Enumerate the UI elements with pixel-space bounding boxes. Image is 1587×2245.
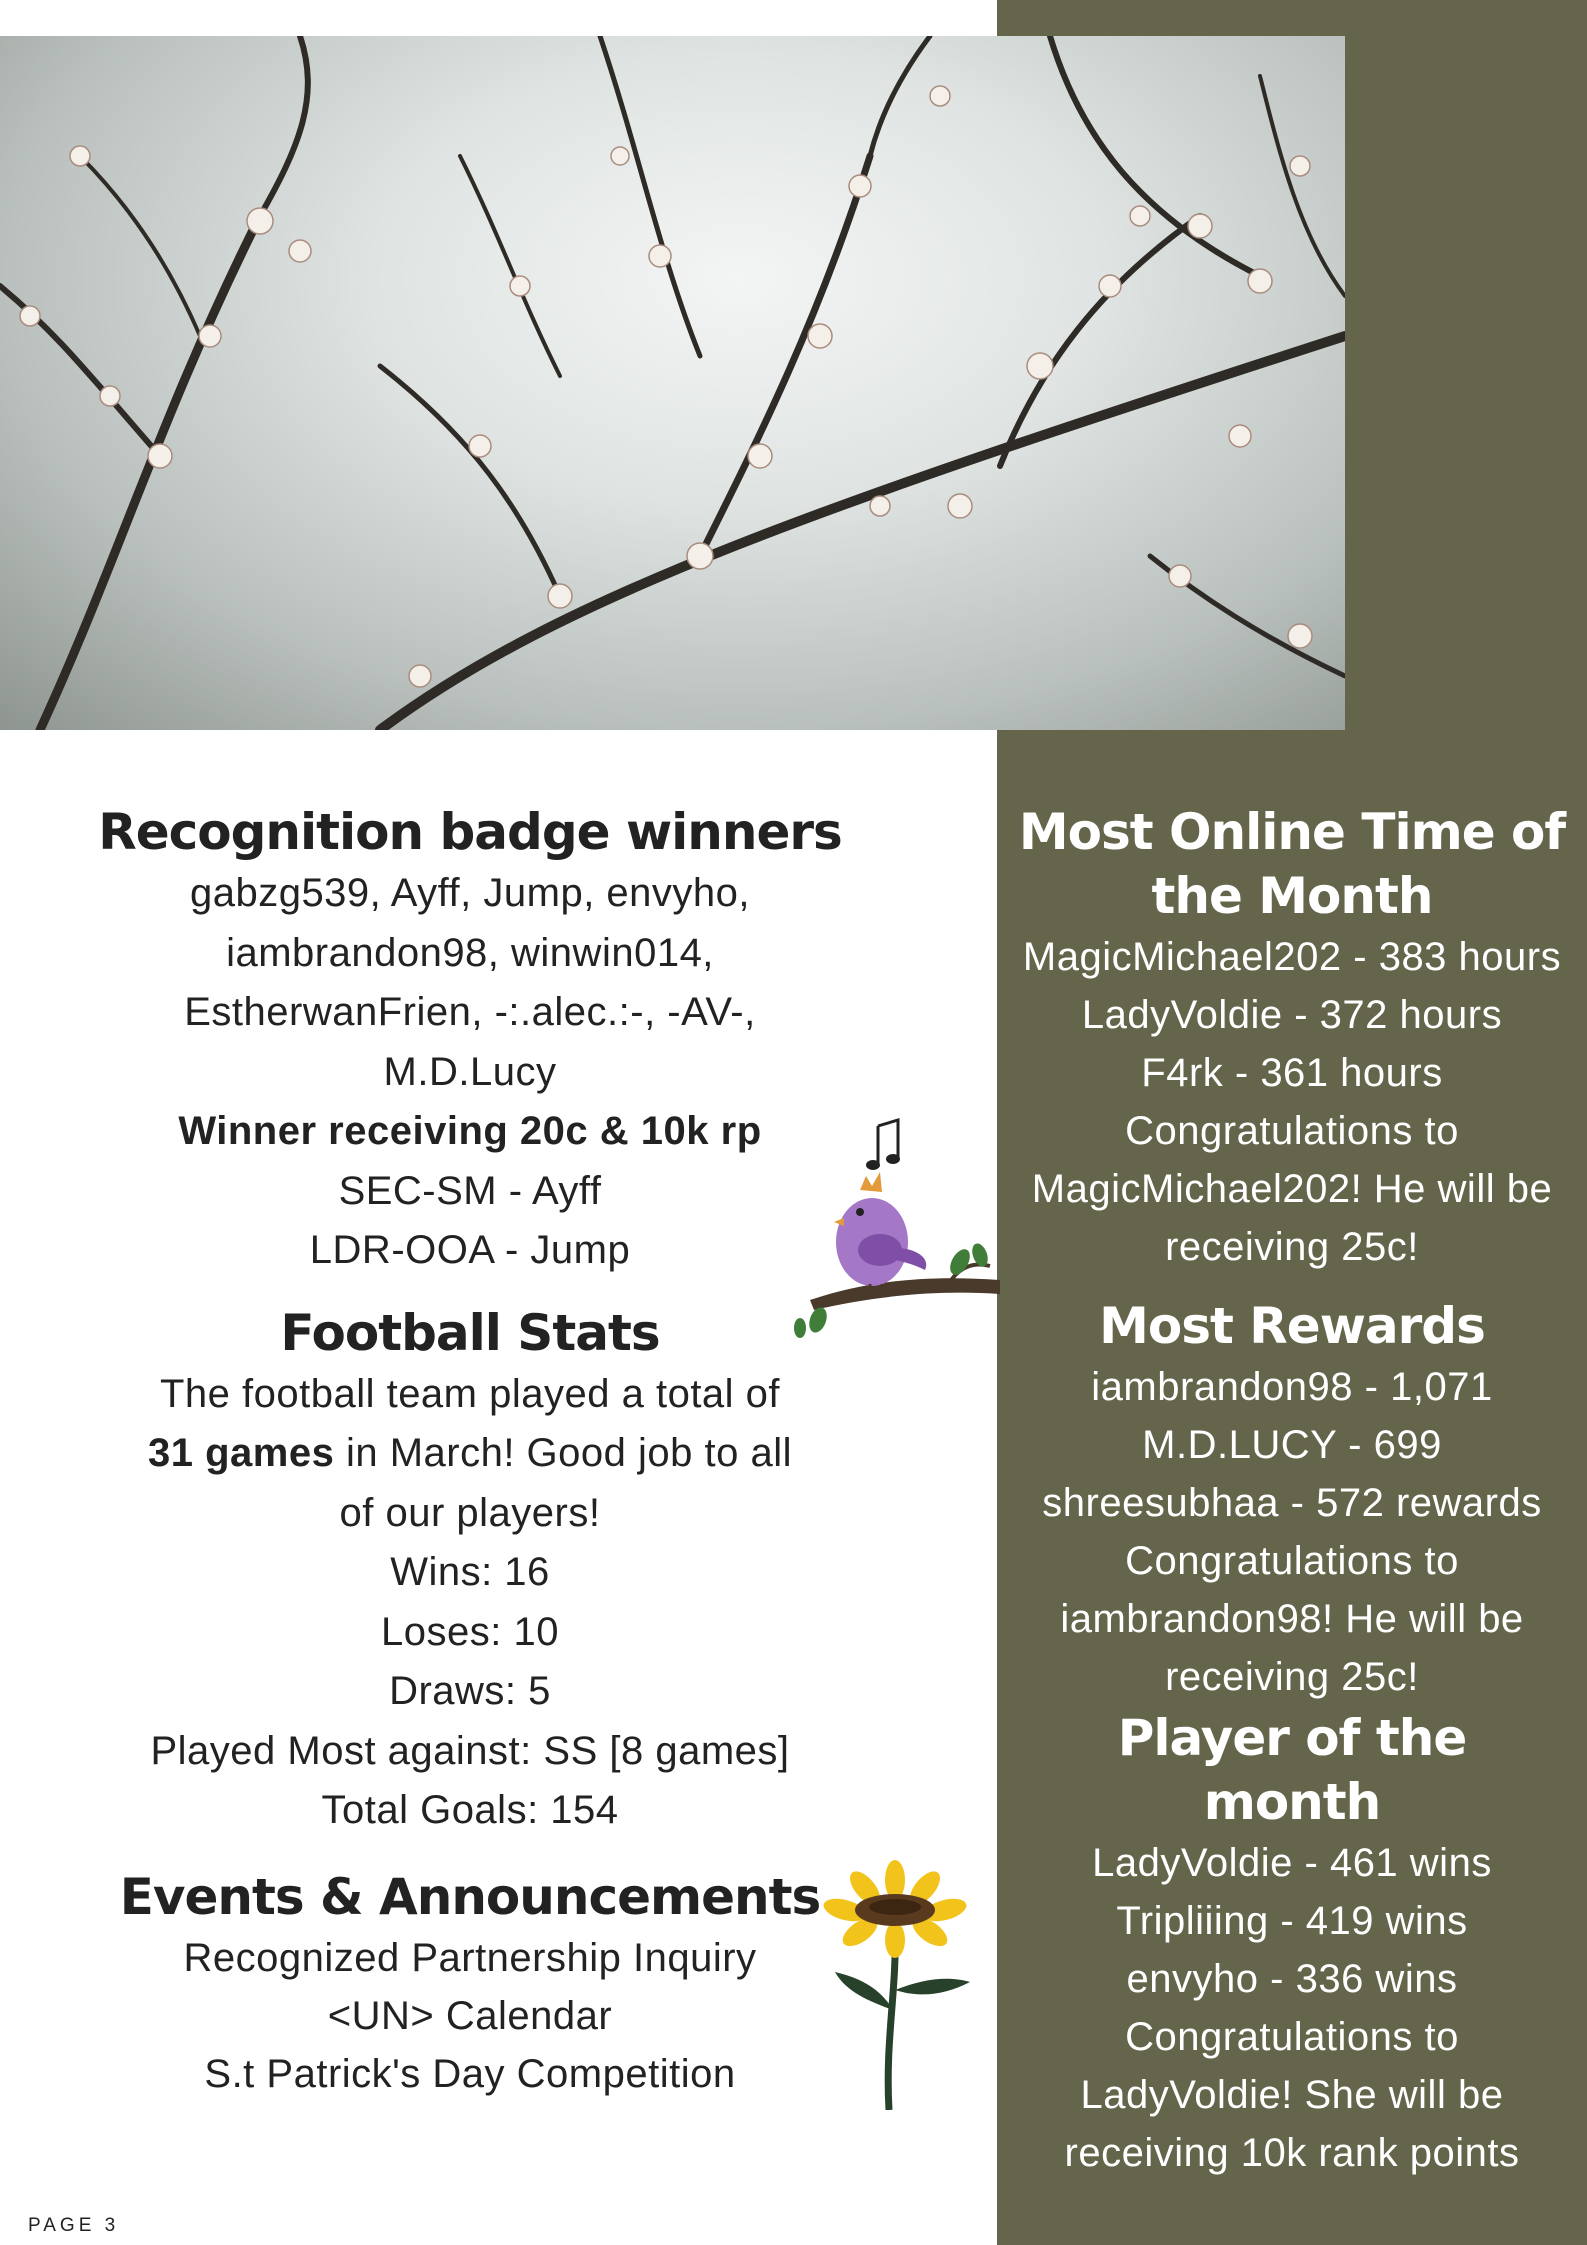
player-title-line: month — [1203, 1773, 1381, 1831]
events-title: Events & Announcements — [119, 1867, 821, 1926]
player-line: LadyVoldie! She will be — [1080, 2073, 1504, 2117]
blossom-branches-image — [0, 36, 1345, 730]
games-count: 31 games — [147, 1431, 335, 1475]
online-line: F4rk - 361 hours — [1141, 1051, 1443, 1095]
music-note-icon — [864, 1118, 904, 1178]
event-item: S.t Patrick's Day Competition — [204, 2051, 736, 2096]
award-line: SEC-SM - Ayff — [338, 1168, 602, 1213]
rewards-line: iambrandon98! He will be — [1060, 1597, 1524, 1641]
sunflower-icon — [805, 1860, 985, 2110]
player-title-line: Player of the — [1117, 1709, 1467, 1767]
bird-on-branch-icon — [790, 1170, 1000, 1350]
page-number: PAGE 3 — [28, 2215, 120, 2236]
recognition-section — [90, 800, 850, 1281]
football-stat: Loses: 10 — [381, 1609, 559, 1654]
recognition-names-line: M.D.Lucy — [383, 1049, 557, 1094]
events-section — [90, 1865, 850, 2103]
left-column — [90, 800, 850, 2103]
football-stat: Wins: 16 — [390, 1550, 550, 1594]
football-intro-line — [90, 1424, 850, 1484]
online-section — [997, 800, 1587, 1276]
recognition-names-line: iambrandon98, winwin014, — [226, 930, 714, 975]
player-line: receiving 10k rank points — [1064, 2131, 1520, 2175]
online-line: MagicMichael202! He will be — [1031, 1167, 1553, 1211]
rewards-title: Most Rewards — [1099, 1297, 1485, 1355]
recognition-names-line: EstherwanFrien, -:.alec.:-, -AV-, — [184, 990, 756, 1034]
rewards-line: Congratulations to — [1125, 1539, 1459, 1583]
online-line: Congratulations to — [1125, 1109, 1459, 1153]
rewards-section — [997, 1294, 1587, 1706]
rewards-line: M.D.LUCY - 699 — [1142, 1423, 1442, 1467]
football-stat: Played Most against: SS [8 games] — [150, 1728, 790, 1773]
football-title: Football Stats — [280, 1303, 660, 1362]
event-item: <UN> Calendar — [327, 1993, 613, 2038]
recognition-title: Recognition badge winners — [98, 803, 842, 861]
online-line: LadyVoldie - 372 hours — [1081, 993, 1503, 1037]
football-intro-line: of our players! — [339, 1490, 601, 1535]
online-title-line: the Month — [1151, 867, 1433, 925]
football-stat: Draws: 5 — [389, 1669, 551, 1713]
player-section — [997, 1706, 1587, 2182]
player-line: envyho - 336 wins — [1126, 1957, 1458, 2001]
event-item: Recognized Partnership Inquiry — [183, 1935, 757, 1980]
online-title-line: Most Online Time of — [1018, 803, 1566, 861]
football-section — [90, 1301, 850, 1841]
rewards-line: iambrandon98 - 1,071 — [1091, 1365, 1493, 1409]
online-line: receiving 25c! — [1165, 1225, 1419, 1269]
football-stat: Total Goals: 154 — [321, 1788, 619, 1832]
player-line: Congratulations to — [1125, 2015, 1459, 2059]
blossom-photo — [0, 36, 1345, 730]
football-intro-rest: in March! Good job to all — [334, 1431, 792, 1475]
player-line: LadyVoldie - 461 wins — [1092, 1841, 1492, 1885]
winner-line: Winner receiving 20c & 10k rp — [178, 1109, 762, 1153]
rewards-line: receiving 25c! — [1165, 1655, 1419, 1699]
player-line: Tripliiing - 419 wins — [1116, 1899, 1468, 1943]
recognition-names-line: gabzg539, Ayff, Jump, envyho, — [189, 871, 751, 915]
rewards-line: shreesubhaa - 572 rewards — [1042, 1481, 1542, 1525]
online-line: MagicMichael202 - 383 hours — [1022, 935, 1562, 979]
award-line: LDR-OOA - Jump — [309, 1228, 631, 1272]
right-column — [997, 800, 1587, 2182]
football-intro-line: The football team played a total of — [159, 1371, 781, 1416]
